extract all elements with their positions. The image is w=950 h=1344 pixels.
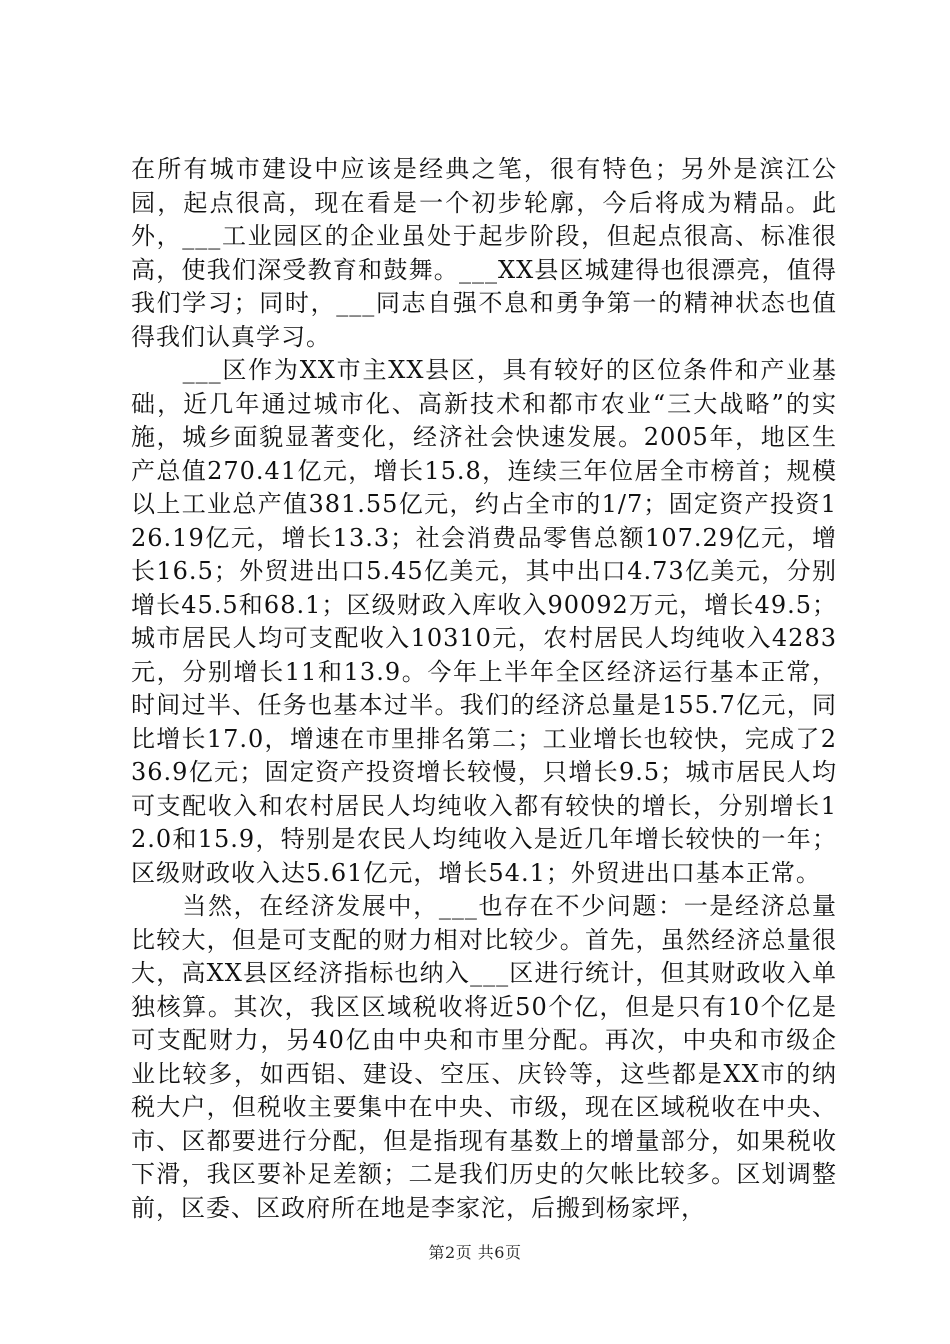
paragraph-1: 在所有城市建设中应该是经典之笔，很有特色；另外是滨江公园，起点很高，现在看是一个初步轮廓，今后将成为精品。此外，___工业园区的企业虽处于起步阶段，但起点很高、标准很高，使我们深受教育和鼓舞。___XX县区城建得也很漂亮，值得我们学习；同时，___同志自强不息和勇争第一的精神状态也值得我们认真学习。 — [131, 155, 837, 351]
paragraph-2: ___区作为XX市主XX县区，具有较好的区位条件和产业基础，近几年通过城市化、高新技术和都市农业“三大战略”的实施，城乡面貌显著变化，经济社会快速发展。2005年，地区生产总值270.41亿元，增长15.8，连续三年位居全市榜首；规模以上工业总产值381.55亿元，约占全市的1/7；固定资产投资126.19亿元，增长13.3；社会消费品零售总额107.29亿元，增长16.5；外贸进出口5.45亿美元，其中出口4.73亿美元，分别增长45.5和68.1；区级财政入库收入90092万元，增长49.5；城市居民人均可支配收入10310元，农村居民人均纯收入4283元，分别增长11和13.9。今年上半年全区经济运行基本正常，时间过半、任务也基本过半。我们的经济总量是155.7亿元，同比增长17.0，增速在市里排名第二；工业增长也较快，完成了236.9亿元；固定资产投资增长较慢，只增长9.5；城市居民人均可支配收入和农村居民人均纯收入都有较快的增长，分别增长12.0和15.9，特别是农民人均纯收入是近几年增长较快的一年；区级财政收入达5.61亿元，增长54.1；外贸进出口基本正常。 — [131, 356, 837, 887]
document-body — [131, 153, 837, 1225]
page-number-footer: 第2页 共6页 — [428, 1243, 522, 1262]
paragraph-3: 当然，在经济发展中，___也存在不少问题：一是经济总量比较大，但是可支配的财力相对比较少。首先，虽然经济总量很大，高XX县区经济指标也纳入___区进行统计，但其财政收入单独核算。其次，我区区域税收将近50个亿，但是只有10个亿是可支配财力，另40亿由中央和市里分配。再次，中央和市级企业比较多，如西铝、建设、空压、庆铃等，这些都是XX市的纳税大户，但税收主要集中在中央、市级，现在区域税收在中央、市、区都要进行分配，但是指现有基数上的增量部分，如果税收下滑，我区要补足差额；二是我们历史的欠帐比较多。区划调整前，区委、区政府所在地是李家沱，后搬到杨家坪， — [131, 892, 837, 1222]
